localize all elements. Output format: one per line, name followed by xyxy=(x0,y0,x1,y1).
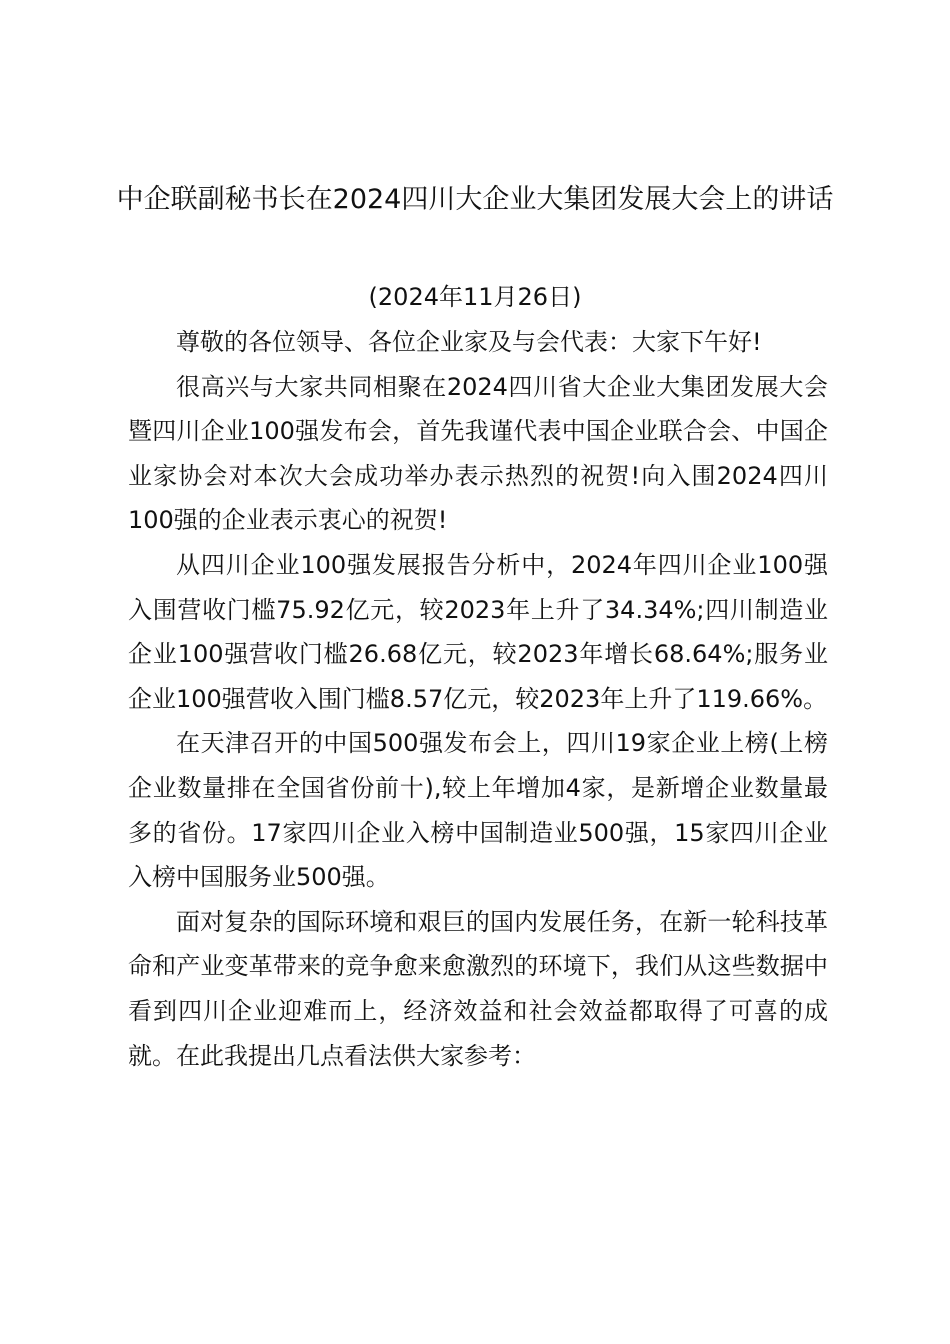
paragraph-report-analysis: 从四川企业100强发展报告分析中，2024年四川企业100强入围营收门槛75.92亿元，较2023年上升了34.34%;四川制造业企业100强营收门槛26.68亿元，较2023年增长68.64%;服务业企业100强营收入围门槛8.57亿元，较2023年上升了119.66%。 xyxy=(128,550,828,713)
document-body xyxy=(128,320,828,1078)
document-title: 中企联副秘书长在2024四川大企业大集团发展大会上的讲话 xyxy=(116,184,834,215)
paragraph-welcome: 很高兴与大家共同相聚在2024四川省大企业大集团发展大会暨四川企业100强发布会，首先我谨代表中国企业联合会、中国企业家协会对本次大会成功举办表示热烈的祝贺!向入围2024四川100强的企业表示衷心的祝贺! xyxy=(128,372,828,535)
document-date: (2024年11月26日) xyxy=(368,283,582,311)
paragraph-china-500: 在天津召开的中国500强发布会上，四川19家企业上榜(上榜企业数量排在全国省份前十),较上年增加4家，是新增企业数量最多的省份。17家四川企业入榜中国制造业500强，15家四川企业入榜中国服务业500强。 xyxy=(128,729,828,892)
paragraph-greeting: 尊敬的各位领导、各位企业家及与会代表：大家下午好! xyxy=(176,328,762,356)
paragraph-outlook: 面对复杂的国际环境和艰巨的国内发展任务，在新一轮科技革命和产业变革带来的竞争愈来愈激烈的环境下，我们从这些数据中看到四川企业迎难而上，经济效益和社会效益都取得了可喜的成就。在此我提出几点看法供大家参考： xyxy=(128,907,828,1070)
